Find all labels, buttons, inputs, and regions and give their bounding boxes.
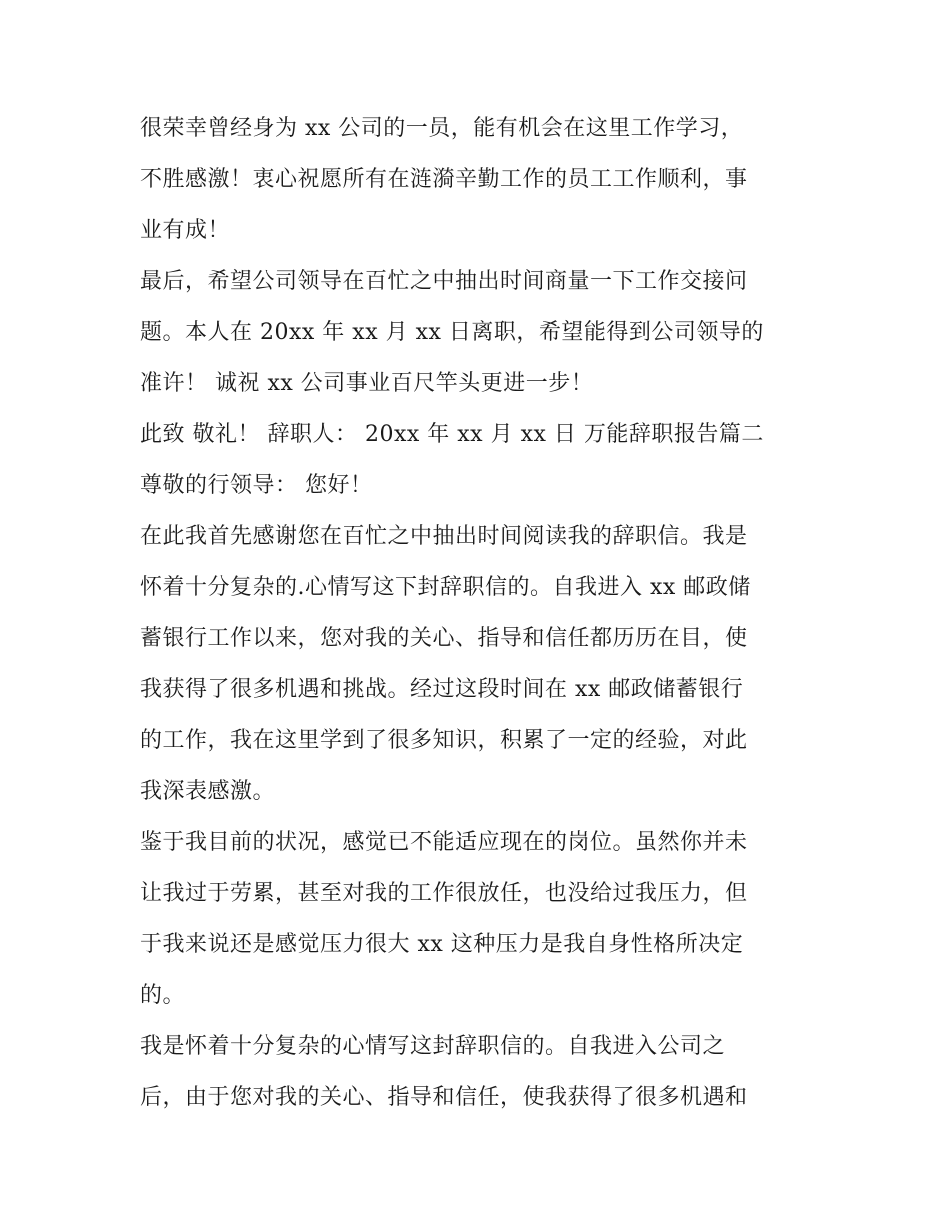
text-line: 最后，希望公司领导在百忙之中抽出时间商量一下工作交接问: [140, 269, 748, 294]
text-line: 的工作，我在这里学到了很多知识，积累了一定的经验，对此: [140, 728, 748, 753]
text-line: 此致 敬礼！ 辞职人： 20xx 年 xx 月 xx 日 万能辞职报告篇二: [140, 422, 764, 447]
text-line: 尊敬的行领导： 您好！: [140, 473, 373, 498]
text-line: 的。: [140, 983, 186, 1008]
text-line: 蓄银行工作以来，您对我的关心、指导和信任都历历在目，使: [140, 626, 748, 651]
text-line: 我获得了很多机遇和挑战。经过这段时间在 xx 邮政储蓄银行: [140, 677, 744, 702]
text-line: 题。本人在 20xx 年 xx 月 xx 日离职，希望能得到公司领导的: [140, 320, 764, 345]
text-line: 怀着十分复杂的.心情写这下封辞职信的。自我进入 xx 邮政储: [140, 575, 751, 600]
text-line: 我是怀着十分复杂的心情写这封辞职信的。自我进入公司之: [140, 1034, 726, 1059]
text-line: 让我过于劳累，甚至对我的工作很放任，也没给过我压力，但: [140, 881, 748, 906]
document-body: [140, 103, 820, 1123]
text-line: 不胜感激！衷心祝愿所有在涟漪辛勤工作的员工工作顺利，事: [140, 167, 748, 192]
text-line: 业有成！: [140, 218, 231, 243]
text-line: 鉴于我目前的状况，感觉已不能适应现在的岗位。虽然你并未: [140, 830, 748, 855]
text-line: 我深表感激。: [140, 779, 276, 804]
text-line: 后，由于您对我的关心、指导和信任，使我获得了很多机遇和: [140, 1085, 748, 1110]
text-line: 准许！ 诚祝 xx 公司事业百尺竿头更进一步！: [140, 371, 594, 396]
text-line: 于我来说还是感觉压力很大 xx 这种压力是我自身性格所决定: [140, 932, 744, 957]
text-line: 很荣幸曾经身为 xx 公司的一员，能有机会在这里工作学习，: [140, 116, 744, 141]
text-line: 在此我首先感谢您在百忙之中抽出时间阅读我的辞职信。我是: [140, 524, 748, 549]
